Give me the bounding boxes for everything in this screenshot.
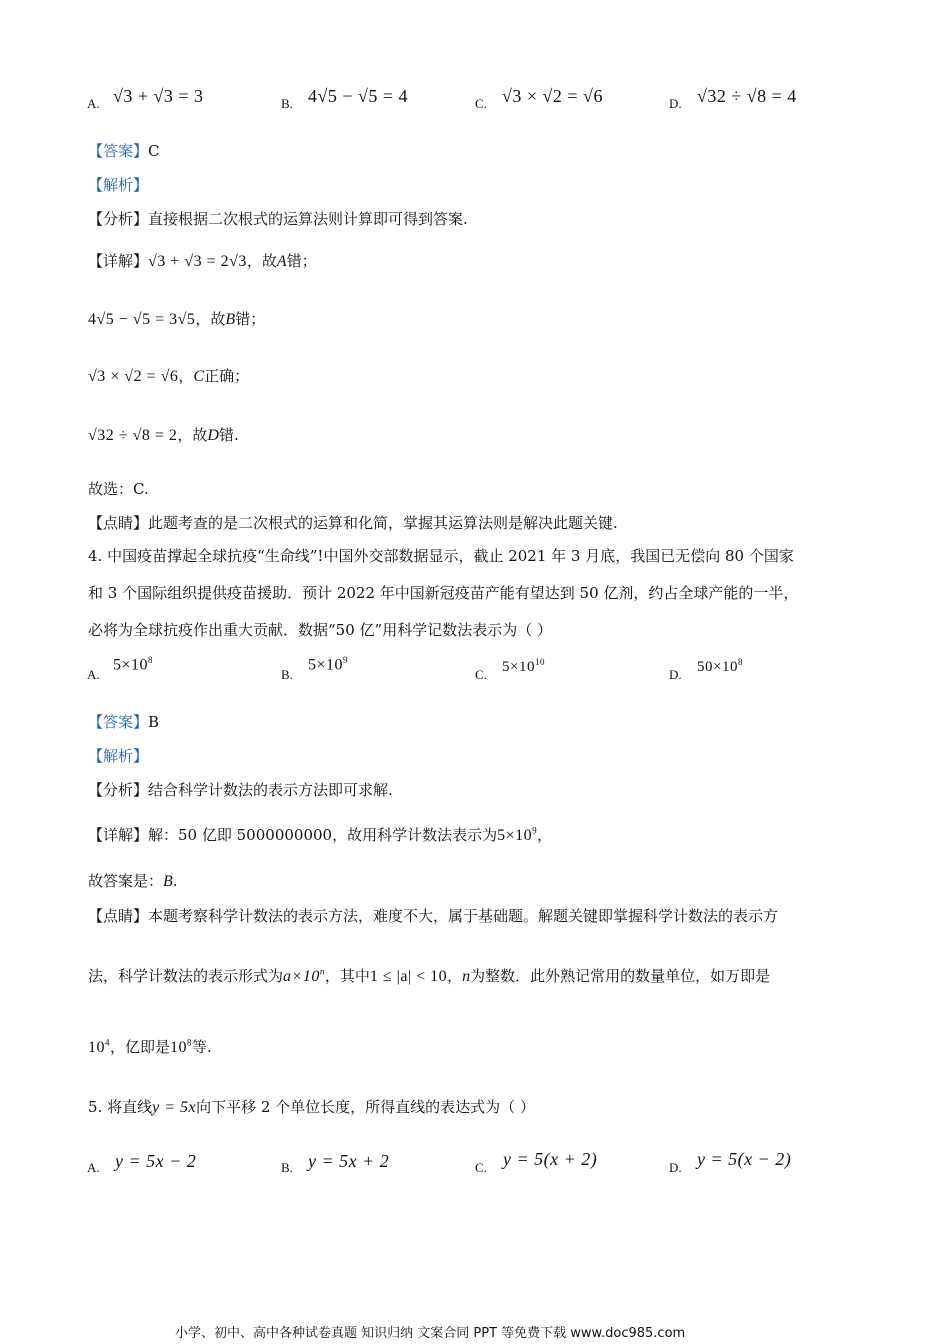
q3-detail-letter-1: A: [276, 253, 287, 270]
detail-tag: 【详解】: [88, 252, 149, 270]
q3-option-b-label: B.: [281, 96, 293, 111]
q3-answer-line: [88, 140, 160, 161]
q3-detail-line-4: [88, 424, 239, 445]
q3-fenxi-line: [88, 208, 468, 229]
q5-option-a-expr: y = 5x − 2: [115, 1151, 197, 1171]
q5-expr: y = 5x: [152, 1099, 197, 1116]
q5-suffix: 向下平移 2 个单位长度，所得直线的表达式为（ ）: [196, 1098, 535, 1116]
q3-detail-line-2: [88, 308, 265, 329]
q4-dianjing-range: 1 ≤ |a| < 10: [369, 968, 448, 985]
q5-stem: [88, 1096, 535, 1117]
q5-option-d-expr: y = 5(x − 2): [697, 1149, 792, 1169]
q5-option-c-expr: y = 5(x + 2): [503, 1149, 598, 1169]
q3-detail-letter-4: D: [207, 427, 219, 444]
q3-detail-line-1: [88, 250, 317, 271]
q5-prefix: 5. 将直线: [88, 1098, 153, 1116]
q3-detail-expr-4: √32 ÷ √8 = 2: [88, 427, 178, 444]
q3-detail-text-2b: 错；: [235, 310, 266, 328]
q4-fenxi-text: 结合科学计数法的表示方法即可求解.: [148, 781, 393, 799]
q4-answer: B: [148, 713, 160, 731]
q4-stem-line-3: 必将为全球抗疫作出重大贡献．数据“50 亿”用科学记数法表示为（ ）: [88, 621, 552, 639]
q4-dianjing-text-2d: 为整数．此外熟记常用的数量单位，如万即是: [470, 967, 771, 985]
q4-analysis-tag: 【解析】: [88, 747, 149, 765]
q3-dianjing-line: [88, 512, 618, 533]
q5-option-a-label: A.: [87, 1160, 100, 1175]
q3-option-a-expr: √3 + √3 = 3: [113, 86, 204, 106]
q4-dianjing-text-3b: 等.: [192, 1038, 212, 1056]
detail-tag: 【详解】: [88, 826, 149, 844]
q4-dianjing-yi: $10^8$: [170, 1037, 193, 1056]
q4-option-c-expr: $5\times 10^{10}$: [502, 657, 545, 675]
q5-option-b-expr: y = 5x + 2: [308, 1151, 390, 1171]
q4-result-end: .: [172, 872, 178, 890]
q4-result-letter: B: [163, 873, 173, 890]
q3-detail-text-4a: ，故: [177, 426, 208, 444]
q3-detail-line-3: [88, 365, 249, 386]
q3-detail-letter-3: C: [193, 368, 205, 385]
q4-detail-line: [88, 824, 552, 845]
q3-detail-text-4b: 错.: [218, 426, 239, 444]
answer-tag: 【答案】: [88, 713, 149, 731]
q5-option-b-label: B.: [281, 1160, 293, 1175]
fenxi-tag: 【分析】: [88, 210, 149, 228]
q4-answer-line: [88, 711, 159, 732]
q4-fenxi-line: [88, 779, 393, 800]
q4-option-a-expr: $5\times 10^8$: [113, 655, 154, 674]
q4-result-text: 故答案是：: [88, 872, 164, 890]
q4-stem-line-1: 4. 中国疫苗撑起全球抗疫“生命线”!中国外交部数据显示，截止 2021 年 3 月底，我国已无偿向 80 个国家: [88, 547, 794, 565]
q3-detail-text-3a: ，: [178, 367, 194, 385]
q4-result-line: [88, 870, 178, 891]
q3-detail-text-1b: 错；: [286, 252, 317, 270]
q4-detail-expr: $5\times 10^9$: [497, 825, 538, 844]
q4-option-a-label: A.: [87, 667, 100, 682]
q4-option-d-label: D.: [669, 667, 682, 682]
q3-dianjing-text: 此题考查的是二次根式的运算和化简，掌握其运算法则是解决此题关键.: [148, 514, 618, 532]
q4-dianjing-line-3: [88, 1036, 212, 1057]
q3-option-d-expr: √32 ÷ √8 = 4: [697, 86, 797, 106]
q4-dianjing-text-1: 本题考察科学计数法的表示方法，难度不大，属于基础题。解题关键即掌握科学计数法的表示方: [148, 907, 779, 925]
q4-option-b-expr: $5\times 10^9$: [308, 655, 349, 674]
q3-detail-expr-3: √3 × √2 = √6: [88, 368, 179, 385]
q5-option-d-label: D.: [669, 1160, 682, 1175]
q3-fenxi-text: 直接根据二次根式的运算法则计算即可得到答案.: [148, 210, 468, 228]
q3-detail-expr-2: 4√5 − √5 = 3√5: [88, 311, 196, 328]
q3-option-b-expr: 4√5 − √5 = 4: [308, 86, 409, 106]
q3-detail-letter-2: B: [225, 311, 236, 328]
q4-detail-text: 解：50 亿即 5000000000，故用科学计数法表示为: [148, 826, 498, 844]
q4-dianjing-text-2b: ，其中: [324, 967, 370, 985]
q4-dianjing-form: $a\times 10^n$: [283, 966, 325, 985]
q3-option-a-label: A.: [87, 96, 100, 111]
q4-dianjing-line-2: [88, 965, 770, 986]
q4-dianjing-text-3a: ，亿即是: [110, 1038, 171, 1056]
q3-detail-text-3b: 正确；: [204, 367, 250, 385]
q5-option-c-label: C.: [475, 1160, 487, 1175]
q4-option-b-label: B.: [281, 667, 293, 682]
q3-analysis-tag: 【解析】: [88, 176, 149, 194]
dianjing-tag: 【点睛】: [88, 514, 149, 532]
fenxi-tag: 【分析】: [88, 781, 149, 799]
q3-option-c-label: C.: [475, 96, 487, 111]
q4-dianjing-text-2c: ，: [447, 967, 463, 985]
q4-dianjing-line-1: [88, 905, 778, 926]
q4-dianjing-text-2a: 法，科学计数法的表示形式为: [88, 967, 284, 985]
q3-detail-text-2a: ，故: [195, 310, 226, 328]
q3-option-c-expr: √3 × √2 = √6: [502, 86, 603, 106]
q4-detail-end: ，: [537, 826, 553, 844]
q4-dianjing-n: n: [462, 968, 471, 985]
q3-option-d-label: D.: [669, 96, 682, 111]
q4-stem-line-2: 和 3 个国际组织提供疫苗援助．预计 2022 年中国新冠疫苗产能有望达到 50 亿剂，约占全球产能的一半，: [88, 584, 799, 602]
page-footer: 小学、初中、高中各种试卷真题 知识归纳 文案合同 PPT 等免费下载 www.doc985.com: [175, 1326, 686, 1341]
q3-detail-expr-1: √3 + √3 = 2√3: [148, 253, 247, 270]
q4-option-d-expr: $50\times 10^8$: [697, 657, 743, 675]
dianjing-tag: 【点睛】: [88, 907, 149, 925]
q3-choose: 故选：C.: [88, 480, 149, 498]
answer-tag: 【答案】: [88, 142, 149, 160]
q3-detail-text-1a: ，故: [246, 252, 277, 270]
q4-option-c-label: C.: [475, 667, 487, 682]
q4-dianjing-wan: $10^4$: [88, 1037, 110, 1056]
q3-answer: C: [148, 142, 160, 160]
